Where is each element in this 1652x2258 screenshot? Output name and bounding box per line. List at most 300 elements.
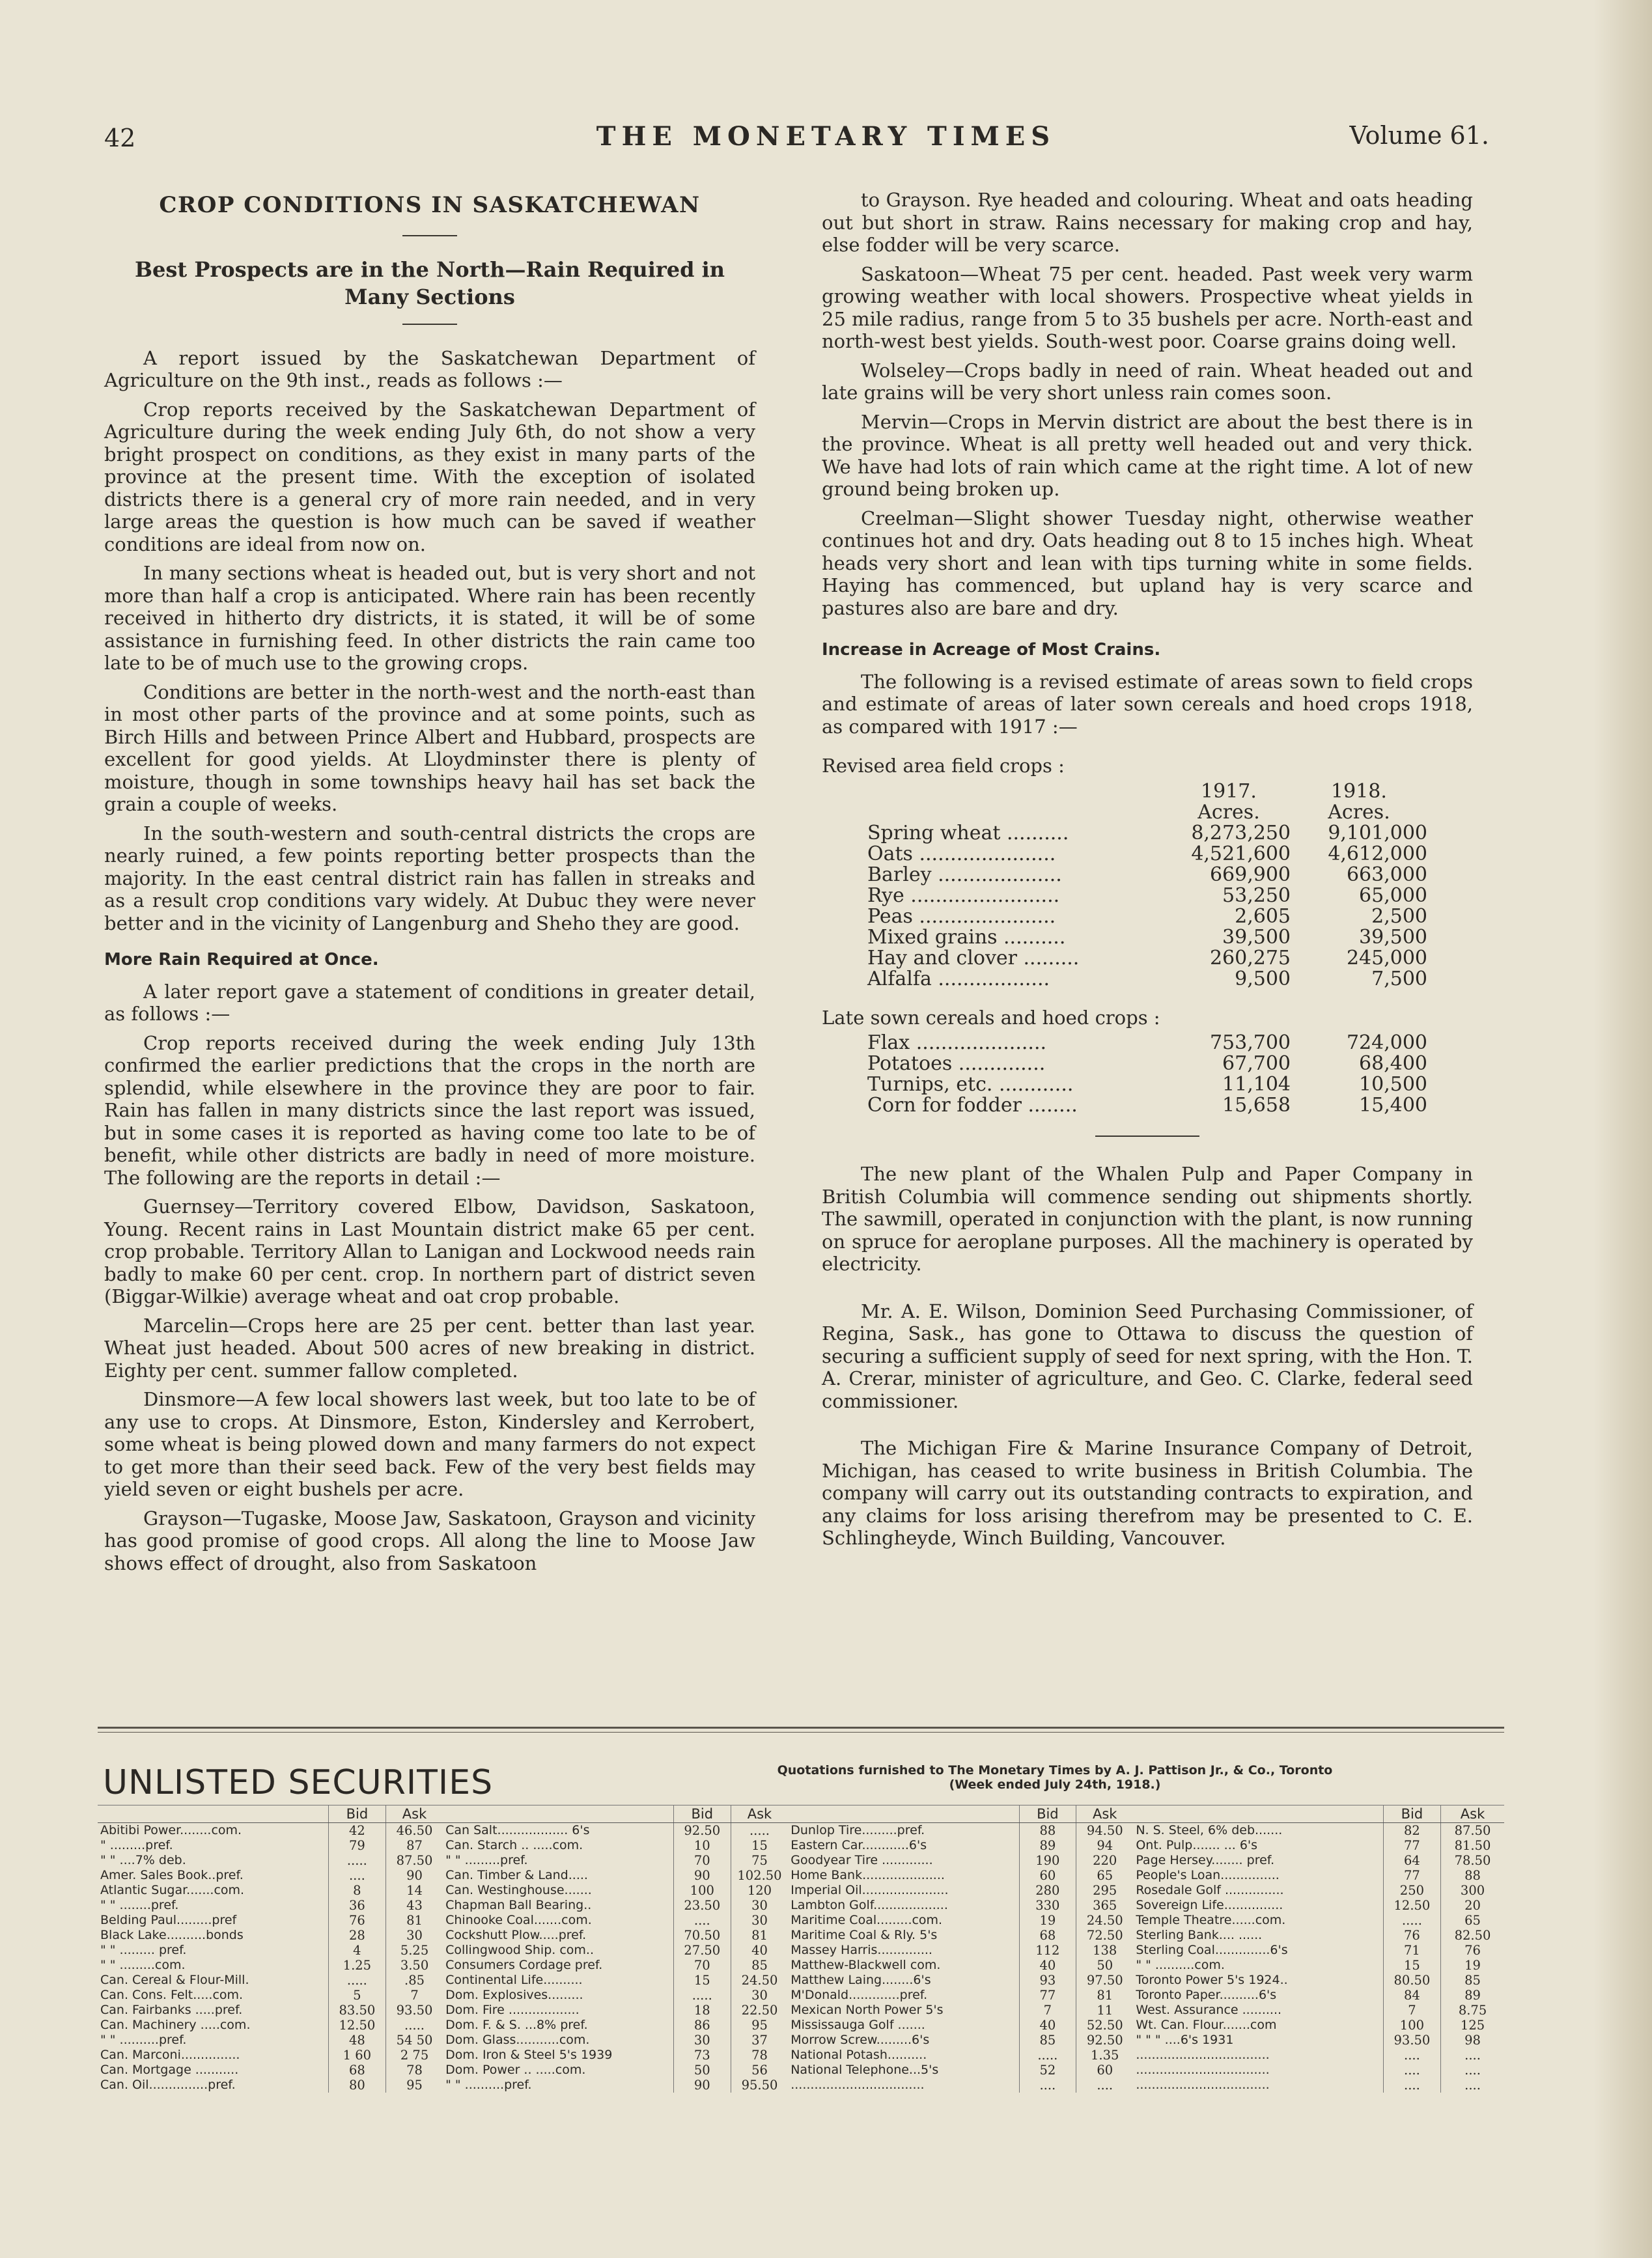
bid-value: .... xyxy=(1019,2078,1076,2093)
ask-value: 8.75 xyxy=(1441,2003,1504,2018)
security-row xyxy=(98,2018,443,2033)
security-name: Eastern Car............6's xyxy=(791,1838,927,1852)
ask-value: 65 xyxy=(1076,1868,1134,1883)
bid-value: 76 xyxy=(328,1913,385,1928)
volume-label: Volume 61. xyxy=(1349,121,1489,150)
bid-value: 48 xyxy=(328,2033,385,2048)
security-row xyxy=(443,1913,788,1928)
crop-name: Barley xyxy=(867,864,932,885)
security-row xyxy=(443,1823,788,1839)
security-row xyxy=(1133,1883,1504,1898)
bid-value: 40 xyxy=(1019,2018,1076,2033)
crop-row xyxy=(822,927,1427,948)
security-row xyxy=(443,2063,788,2078)
security-row xyxy=(788,2018,1133,2033)
ask-value: 93.50 xyxy=(385,2003,443,2018)
unit-1918: Acres. xyxy=(1328,800,1390,824)
securities-subtitle xyxy=(632,1763,1478,1792)
bid-value: 23.50 xyxy=(673,1898,731,1913)
security-row xyxy=(1133,1973,1504,1988)
acres-1917: 753,700 xyxy=(1209,1031,1291,1054)
ask-value: 30 xyxy=(731,1988,788,2003)
crop-leader-dots: .......... xyxy=(997,927,1066,948)
security-name: Can. Oil...............pref. xyxy=(100,2078,236,2092)
paragraph: Wolseley—Crops badly in need of rain. Wheat headed out and late grains will be very short unless rain comes soon. xyxy=(822,359,1473,404)
bid-header: Bid xyxy=(1019,1805,1076,1823)
security-row xyxy=(98,1943,443,1958)
security-name: Can. Marconi............... xyxy=(100,2048,240,2062)
security-name: " " ..........com. xyxy=(1136,1958,1225,1972)
security-name: Can Salt.................. 6's xyxy=(445,1823,590,1837)
security-row xyxy=(443,1943,788,1958)
crop-name: Mixed grains xyxy=(867,927,998,948)
paragraph: A later report gave a statement of conditions in greater detail, as follows :— xyxy=(104,980,755,1025)
crop-row xyxy=(822,844,1427,865)
acres-1917: 53,250 xyxy=(1222,884,1291,907)
security-row xyxy=(443,2033,788,2048)
security-row xyxy=(443,2018,788,2033)
bid-value: 77 xyxy=(1019,1988,1076,2003)
ask-value: 81 xyxy=(385,1913,443,1928)
bid-value: .... xyxy=(1383,2048,1440,2063)
acres-1917: 15,658 xyxy=(1222,1094,1291,1117)
bid-value: 28 xyxy=(328,1928,385,1943)
bid-value: 100 xyxy=(673,1883,731,1898)
ask-value: 24.50 xyxy=(1076,1913,1134,1928)
bid-value: 4 xyxy=(328,1943,385,1958)
security-row xyxy=(443,1973,788,1988)
ask-value: 37 xyxy=(731,2033,788,2048)
security-row xyxy=(1133,1958,1504,1973)
security-name: Mexican North Power 5's xyxy=(791,2003,944,2017)
ask-value: 43 xyxy=(385,1898,443,1913)
security-row xyxy=(443,1958,788,1973)
ask-value: .... xyxy=(1441,2078,1504,2093)
ask-value: 5.25 xyxy=(385,1943,443,1958)
security-row xyxy=(788,2048,1133,2063)
ask-header: Ask xyxy=(731,1805,788,1823)
ask-value: 87 xyxy=(385,1838,443,1853)
paragraph: to Grayson. Rye headed and colouring. Wheat and oats heading out but short in straw. Rains necessary for making crop and hay, else fodder will be very scarce. xyxy=(822,189,1473,256)
security-name: Continental Life.......... xyxy=(445,1973,583,1987)
bid-value: 79 xyxy=(328,1838,385,1853)
acres-1918: 39,500 xyxy=(1359,925,1427,949)
security-row xyxy=(98,2033,443,2048)
bid-value: 27.50 xyxy=(673,1943,731,1958)
bid-value: 68 xyxy=(328,2063,385,2078)
security-row xyxy=(443,1838,788,1853)
security-row xyxy=(1133,2063,1504,2078)
crop-row xyxy=(822,865,1427,885)
bid-value: 36 xyxy=(328,1898,385,1913)
paragraph: Mervin—Crops in Mervin district are about the best there is in the province. Wheat is all pretty well headed out and very thick. We have had lots of rain which came at the right time. A lot of new ground being broken up. xyxy=(822,410,1473,500)
crop-name: Peas xyxy=(867,906,913,927)
security-row xyxy=(98,2003,443,2018)
acres-1917: 9,500 xyxy=(1235,967,1291,990)
bid-value: 8 xyxy=(328,1883,385,1898)
bid-value: 1 60 xyxy=(328,2048,385,2063)
ask-value: 46.50 xyxy=(385,1823,443,1839)
security-name: Matthew-Blackwell com. xyxy=(791,1958,941,1972)
unit-1917: Acres. xyxy=(1197,800,1260,824)
security-name: Goodyear Tire ............. xyxy=(791,1853,933,1867)
security-name: Dom. Explosives......... xyxy=(445,1988,583,2002)
security-name: .................................. xyxy=(1136,2063,1270,2077)
ask-value: 81.50 xyxy=(1441,1838,1504,1853)
bid-value: 80.50 xyxy=(1383,1973,1440,1988)
paragraph: Conditions are better in the north-west and the north-east than in most other parts of the province and at some points, such as Birch Hills and between Prince Albert and Hubbard, prospects are excellent for good yields. At Lloydminster there is plenty of moisture, though in some townships heavy hail has set back the grain a couple of weeks. xyxy=(104,680,755,815)
security-row xyxy=(443,2048,788,2063)
bid-value: 86 xyxy=(673,2018,731,2033)
securities-column-table xyxy=(443,1805,788,2093)
crop-row xyxy=(822,969,1427,990)
security-name: National Potash.......... xyxy=(791,2048,927,2062)
ask-value: 220 xyxy=(1076,1853,1134,1868)
crop-row xyxy=(822,1053,1427,1074)
ask-value: 75 xyxy=(731,1853,788,1868)
acres-1917: 67,700 xyxy=(1222,1052,1291,1075)
bid-value: 7 xyxy=(1383,2003,1440,2018)
bid-value: 15 xyxy=(673,1973,731,1988)
security-name: " " ..........pref. xyxy=(100,2033,187,2047)
crop-leader-dots: .................. xyxy=(931,968,1050,990)
bid-value: .... xyxy=(1383,2063,1440,2078)
bid-value: 93.50 xyxy=(1383,2033,1440,2048)
bid-value: 77 xyxy=(1383,1868,1440,1883)
acres-1918: 2,500 xyxy=(1371,904,1427,928)
acres-1918: 10,500 xyxy=(1359,1073,1427,1096)
crop-row xyxy=(822,823,1427,844)
crop-leader-dots: ........ xyxy=(1021,1095,1078,1116)
security-row xyxy=(788,1928,1133,1943)
section1-paragraphs xyxy=(104,981,755,1575)
bid-value: 1.25 xyxy=(328,1958,385,1973)
crop-name: Corn for fodder xyxy=(867,1095,1022,1116)
security-name: Amer. Sales Book..pref. xyxy=(100,1868,244,1882)
security-name: " " ......... pref. xyxy=(100,1943,187,1957)
crop-name: Flax xyxy=(867,1033,910,1053)
security-name: " " ....7% deb. xyxy=(100,1853,186,1867)
securities-header-row xyxy=(788,1805,1133,1823)
bid-value: .... xyxy=(673,1913,731,1928)
bid-value: 18 xyxy=(673,2003,731,2018)
ask-value: 94 xyxy=(1076,1838,1134,1853)
bid-value: ..... xyxy=(328,1973,385,1988)
security-name: Dom. Glass...........com. xyxy=(445,2033,590,2047)
ask-value: 30 xyxy=(731,1913,788,1928)
bid-value: 92.50 xyxy=(673,1823,731,1839)
ask-value: 97.50 xyxy=(1076,1973,1134,1988)
page-number: 42 xyxy=(104,124,136,152)
ask-value: 7 xyxy=(385,1988,443,2003)
ask-value: 60 xyxy=(1076,2063,1134,2078)
ask-value: 125 xyxy=(1441,2018,1504,2033)
unit-header-row xyxy=(822,802,1427,823)
ask-value: 2 75 xyxy=(385,2048,443,2063)
security-row xyxy=(1133,1853,1504,1868)
ask-value: 85 xyxy=(731,1958,788,1973)
section-rule xyxy=(1095,1136,1199,1137)
security-name: Can. Cereal & Flour-Mill. xyxy=(100,1973,249,1987)
crop-leader-dots: ...................... xyxy=(912,843,1056,865)
security-name: Massey Harris.............. xyxy=(791,1943,932,1957)
security-name: Sovereign Life............... xyxy=(1136,1898,1283,1912)
bid-value: ..... xyxy=(673,1988,731,2003)
securities-subtitle-line1: Quotations furnished to The Monetary Times by A. J. Pattison Jr., & Co., Toronto xyxy=(777,1763,1333,1777)
security-name: Belding Paul.........pref xyxy=(100,1913,237,1927)
security-name: Temple Theatre......com. xyxy=(1136,1913,1286,1927)
security-name: Dom. F. & S. ...8% pref. xyxy=(445,2018,588,2032)
security-name: Abitibi Power........com. xyxy=(100,1823,242,1837)
year-1917: 1917. xyxy=(1201,779,1257,803)
crop-name: Alfalfa xyxy=(867,968,932,990)
ask-value: 295 xyxy=(1076,1883,1134,1898)
security-row xyxy=(788,1883,1133,1898)
security-name: Consumers Cordage pref. xyxy=(445,1958,603,1972)
security-name: " " ..........pref. xyxy=(445,2078,532,2092)
security-row xyxy=(788,1958,1133,1973)
bid-value: .... xyxy=(1383,2078,1440,2093)
bid-value: .... xyxy=(328,1868,385,1883)
news-item: Mr. A. E. Wilson, Dominion Seed Purchasing Commissioner, of Regina, Sask., has gone to Ottawa to discuss the question of securing a sufficient supply of seed for next spring, with the Hon. T. A. Crerar, minister of agriculture, and Geo. C. Clarke, federal seed commissioner. xyxy=(822,1300,1473,1412)
security-row xyxy=(1133,2003,1504,2018)
bid-value: 19 xyxy=(1019,1913,1076,1928)
security-row xyxy=(98,1883,443,1898)
subtitle-rule xyxy=(402,324,457,325)
security-name: " .........pref. xyxy=(100,1838,173,1852)
ask-value: 92.50 xyxy=(1076,2033,1134,2048)
ask-header: Ask xyxy=(1076,1805,1134,1823)
security-name: Can. Fairbanks .....pref. xyxy=(100,2003,243,2017)
security-row xyxy=(98,1913,443,1928)
security-name: Toronto Power 5's 1924.. xyxy=(1136,1973,1288,1987)
security-row xyxy=(1133,2018,1504,2033)
security-row xyxy=(443,1928,788,1943)
ask-value: 300 xyxy=(1441,1883,1504,1898)
crop-name: Oats xyxy=(867,843,913,865)
security-row xyxy=(1133,2078,1504,2093)
ask-value: 3.50 xyxy=(385,1958,443,1973)
security-row xyxy=(1133,1898,1504,1913)
paragraph: In the south-western and south-central districts the crops are nearly ruined, a few points reporting better prospects than the majority. In the east central district rain has fallen in streaks and as a result crop conditions vary widely. At Dubuc they were never better and in the vicinity of Langenburg and Sheho they are good. xyxy=(104,822,755,934)
security-row xyxy=(1133,1928,1504,1943)
security-name: People's Loan............... xyxy=(1136,1868,1280,1882)
bid-value: 89 xyxy=(1019,1838,1076,1853)
field-crops-label: Revised area field crops : xyxy=(822,755,1065,777)
crop-leader-dots: ........................ xyxy=(904,885,1060,906)
security-name: Can. Westinghouse....... xyxy=(445,1883,592,1897)
bid-value: 40 xyxy=(1019,1958,1076,1973)
securities-column-table xyxy=(98,1805,443,2093)
security-row xyxy=(1133,1943,1504,1958)
ask-value: 40 xyxy=(731,1943,788,1958)
security-name: " " .........com. xyxy=(100,1958,186,1972)
bid-value: ..... xyxy=(328,1853,385,1868)
security-row xyxy=(788,2063,1133,2078)
security-name: Page Hersey........ pref. xyxy=(1136,1853,1275,1867)
security-row xyxy=(788,1943,1133,1958)
security-row xyxy=(98,1988,443,2003)
bid-value: 10 xyxy=(673,1838,731,1853)
ask-value: .... xyxy=(1441,2063,1504,2078)
security-row xyxy=(788,2078,1133,2093)
acres-1917: 11,104 xyxy=(1222,1073,1291,1096)
securities-title: UNLISTED SECURITIES xyxy=(103,1763,494,1802)
bid-value: 15 xyxy=(1383,1958,1440,1973)
ask-value: 52.50 xyxy=(1076,2018,1134,2033)
security-row xyxy=(788,1988,1133,2003)
acres-1918: 4,612,000 xyxy=(1328,842,1427,865)
ask-value: 81 xyxy=(1076,1988,1134,2003)
ask-value: 14 xyxy=(385,1883,443,1898)
bid-value: 52 xyxy=(1019,2063,1076,2078)
ask-value: 102.50 xyxy=(731,1868,788,1883)
bid-value: 30 xyxy=(673,2033,731,2048)
acres-1918: 15,400 xyxy=(1359,1094,1427,1117)
ask-value: ..... xyxy=(385,2018,443,2033)
year-header-row xyxy=(822,781,1427,802)
right-column xyxy=(822,189,1473,1550)
acres-1917: 669,900 xyxy=(1209,863,1291,886)
ask-value: ..... xyxy=(731,1823,788,1839)
paragraph: In many sections wheat is headed out, but is very short and not more than half a crop is anticipated. Where rain has been recently received in hitherto dry districts, it is stated, it will be of some assistance in furnishing feed. In other districts the rain came too late to be of much use to the growing crops. xyxy=(104,562,755,674)
security-name: Dom. Iron & Steel 5's 1939 xyxy=(445,2048,613,2062)
security-row xyxy=(443,2003,788,2018)
security-row xyxy=(788,2033,1133,2048)
ask-value: 81 xyxy=(731,1928,788,1943)
ask-header: Ask xyxy=(1441,1805,1504,1823)
security-row xyxy=(98,1853,443,1868)
ask-value: 72.50 xyxy=(1076,1928,1134,1943)
ask-value: 15 xyxy=(731,1838,788,1853)
crop-name: Spring wheat xyxy=(867,822,1001,844)
security-row xyxy=(788,1838,1133,1853)
bid-value: 42 xyxy=(328,1823,385,1839)
bid-value: ..... xyxy=(1383,1913,1440,1928)
ask-value: 30 xyxy=(385,1928,443,1943)
paragraph: Marcelin—Crops here are 25 per cent. better than last year. Wheat just headed. About 500 acres of new breaking in district. Eighty per cent. summer fallow completed. xyxy=(104,1314,755,1382)
security-name: Imperial Oil...................... xyxy=(791,1883,949,1897)
bid-value: 77 xyxy=(1383,1838,1440,1853)
securities-header-row xyxy=(98,1805,443,1823)
ask-value: 90 xyxy=(385,1868,443,1883)
bid-value: 60 xyxy=(1019,1868,1076,1883)
crop-leader-dots: .................... xyxy=(931,864,1062,885)
bid-header: Bid xyxy=(673,1805,731,1823)
bid-value: 5 xyxy=(328,1988,385,2003)
ask-value: 82.50 xyxy=(1441,1928,1504,1943)
crop-row xyxy=(822,885,1427,906)
bid-value: 90 xyxy=(673,1868,731,1883)
article-subtitle: Best Prospects are in the North—Rain Required in Many Sections xyxy=(134,257,725,309)
security-row xyxy=(1133,2033,1504,2048)
ask-value: 88 xyxy=(1441,1868,1504,1883)
security-name: Toronto Paper..........6's xyxy=(1136,1988,1277,2002)
bid-value: 112 xyxy=(1019,1943,1076,1958)
security-row xyxy=(1133,1823,1504,1839)
ask-value: 24.50 xyxy=(731,1973,788,1988)
bid-value: 80 xyxy=(328,2078,385,2093)
security-row xyxy=(98,1838,443,1853)
acres-1918: 663,000 xyxy=(1346,863,1427,886)
security-name: Can. Machinery .....com. xyxy=(100,2018,251,2032)
security-name: Matthew Laing........6's xyxy=(791,1973,931,1987)
acres-1918: 724,000 xyxy=(1346,1031,1427,1054)
acres-1918: 68,400 xyxy=(1359,1052,1427,1075)
crop-name: Turnips, etc. xyxy=(867,1074,993,1095)
news-items xyxy=(822,1163,1473,1550)
bid-value: 64 xyxy=(1383,1853,1440,1868)
acreage-intro: The following is a revised estimate of areas sown to field crops and estimate of areas of later sown cereals and hoed crops 1918, as compared with 1917 :— xyxy=(822,670,1473,738)
crop-name: Hay and clover xyxy=(867,947,1017,969)
acres-1917: 8,273,250 xyxy=(1191,821,1291,844)
ask-value: 98 xyxy=(1441,2033,1504,2048)
security-row xyxy=(788,1898,1133,1913)
field-crops-table xyxy=(822,781,1427,990)
security-name: Ont. Pulp....... ... 6's xyxy=(1136,1838,1258,1852)
ask-value: 365 xyxy=(1076,1898,1134,1913)
page-gutter-shadow xyxy=(1593,0,1652,2258)
security-row xyxy=(443,1883,788,1898)
ask-value: 50 xyxy=(1076,1958,1134,1973)
ask-value: 78 xyxy=(385,2063,443,2078)
late-crops-table xyxy=(822,1033,1427,1116)
security-row xyxy=(788,1853,1133,1868)
bid-value: 70.50 xyxy=(673,1928,731,1943)
acres-1917: 39,500 xyxy=(1222,925,1291,949)
security-row xyxy=(98,2048,443,2063)
bid-value: 90 xyxy=(673,2078,731,2093)
ask-value: 87.50 xyxy=(1441,1823,1504,1839)
bid-value: 190 xyxy=(1019,1853,1076,1868)
bid-value: 100 xyxy=(1383,2018,1440,2033)
security-name: Dom. Fire .................. xyxy=(445,2003,580,2017)
ask-value: 89 xyxy=(1441,1988,1504,2003)
security-name: Maritime Coal.........com. xyxy=(791,1913,943,1927)
title-rule xyxy=(402,235,457,236)
security-name: Collingwood Ship. com.. xyxy=(445,1943,595,1957)
masthead-title: THE MONETARY TIMES xyxy=(596,121,1056,152)
security-name: Cockshutt Plow.....pref. xyxy=(445,1928,587,1942)
acres-1917: 4,521,600 xyxy=(1191,842,1291,865)
crop-name: Potatoes xyxy=(867,1053,953,1074)
security-row xyxy=(98,1928,443,1943)
crop-leader-dots: .............. xyxy=(952,1053,1046,1074)
bid-value: 7 xyxy=(1019,2003,1076,2018)
ask-value: 19 xyxy=(1441,1958,1504,1973)
article-title: CROP CONDITIONS IN SASKATCHEWAN xyxy=(159,192,701,218)
ask-value: 54 50 xyxy=(385,2033,443,2048)
ask-value: 78.50 xyxy=(1441,1853,1504,1868)
paragraph: Grayson—Tugaske, Moose Jaw, Saskatoon, Grayson and vicinity has good promise of good crops. All along the line to Moose Jaw shows effect of drought, also from Saskatoon xyxy=(104,1507,755,1574)
security-name: Chapman Ball Bearing.. xyxy=(445,1898,592,1912)
paragraph: Saskatoon—Wheat 75 per cent. headed. Past week very warm growing weather with local showers. Prospective wheat yields in 25 mile radius, range from 5 to 35 bushels per acre. North-east and north-west best yields. South-west poor. Coarse grains doing well. xyxy=(822,262,1473,352)
security-row xyxy=(98,1823,443,1839)
securities-header-row xyxy=(443,1805,788,1823)
paragraph: Crop reports received during the week ending July 13th confirmed the earlier predictions that the crops in the north are splendid, while elsewhere in the province they are poor to fair. Rain has fallen in many districts since the last report was issued, but in some cases it is reported as having come too late to be of benefit, while other districts are badly in need of more moisture. The following are the reports in detail :— xyxy=(104,1031,755,1189)
crop-leader-dots: ......... xyxy=(1016,947,1080,969)
left-paragraphs xyxy=(104,347,755,935)
ask-value: 95 xyxy=(385,2078,443,2093)
security-row xyxy=(1133,1838,1504,1853)
security-name: M'Donald.............pref. xyxy=(791,1988,928,2002)
security-name: Can. Mortgage ........... xyxy=(100,2063,239,2077)
ask-value: 22.50 xyxy=(731,2003,788,2018)
crop-row xyxy=(822,1095,1427,1116)
acres-1918: 7,500 xyxy=(1371,967,1427,990)
securities-top-rule-thin xyxy=(98,1732,1504,1733)
bid-value: 280 xyxy=(1019,1883,1076,1898)
